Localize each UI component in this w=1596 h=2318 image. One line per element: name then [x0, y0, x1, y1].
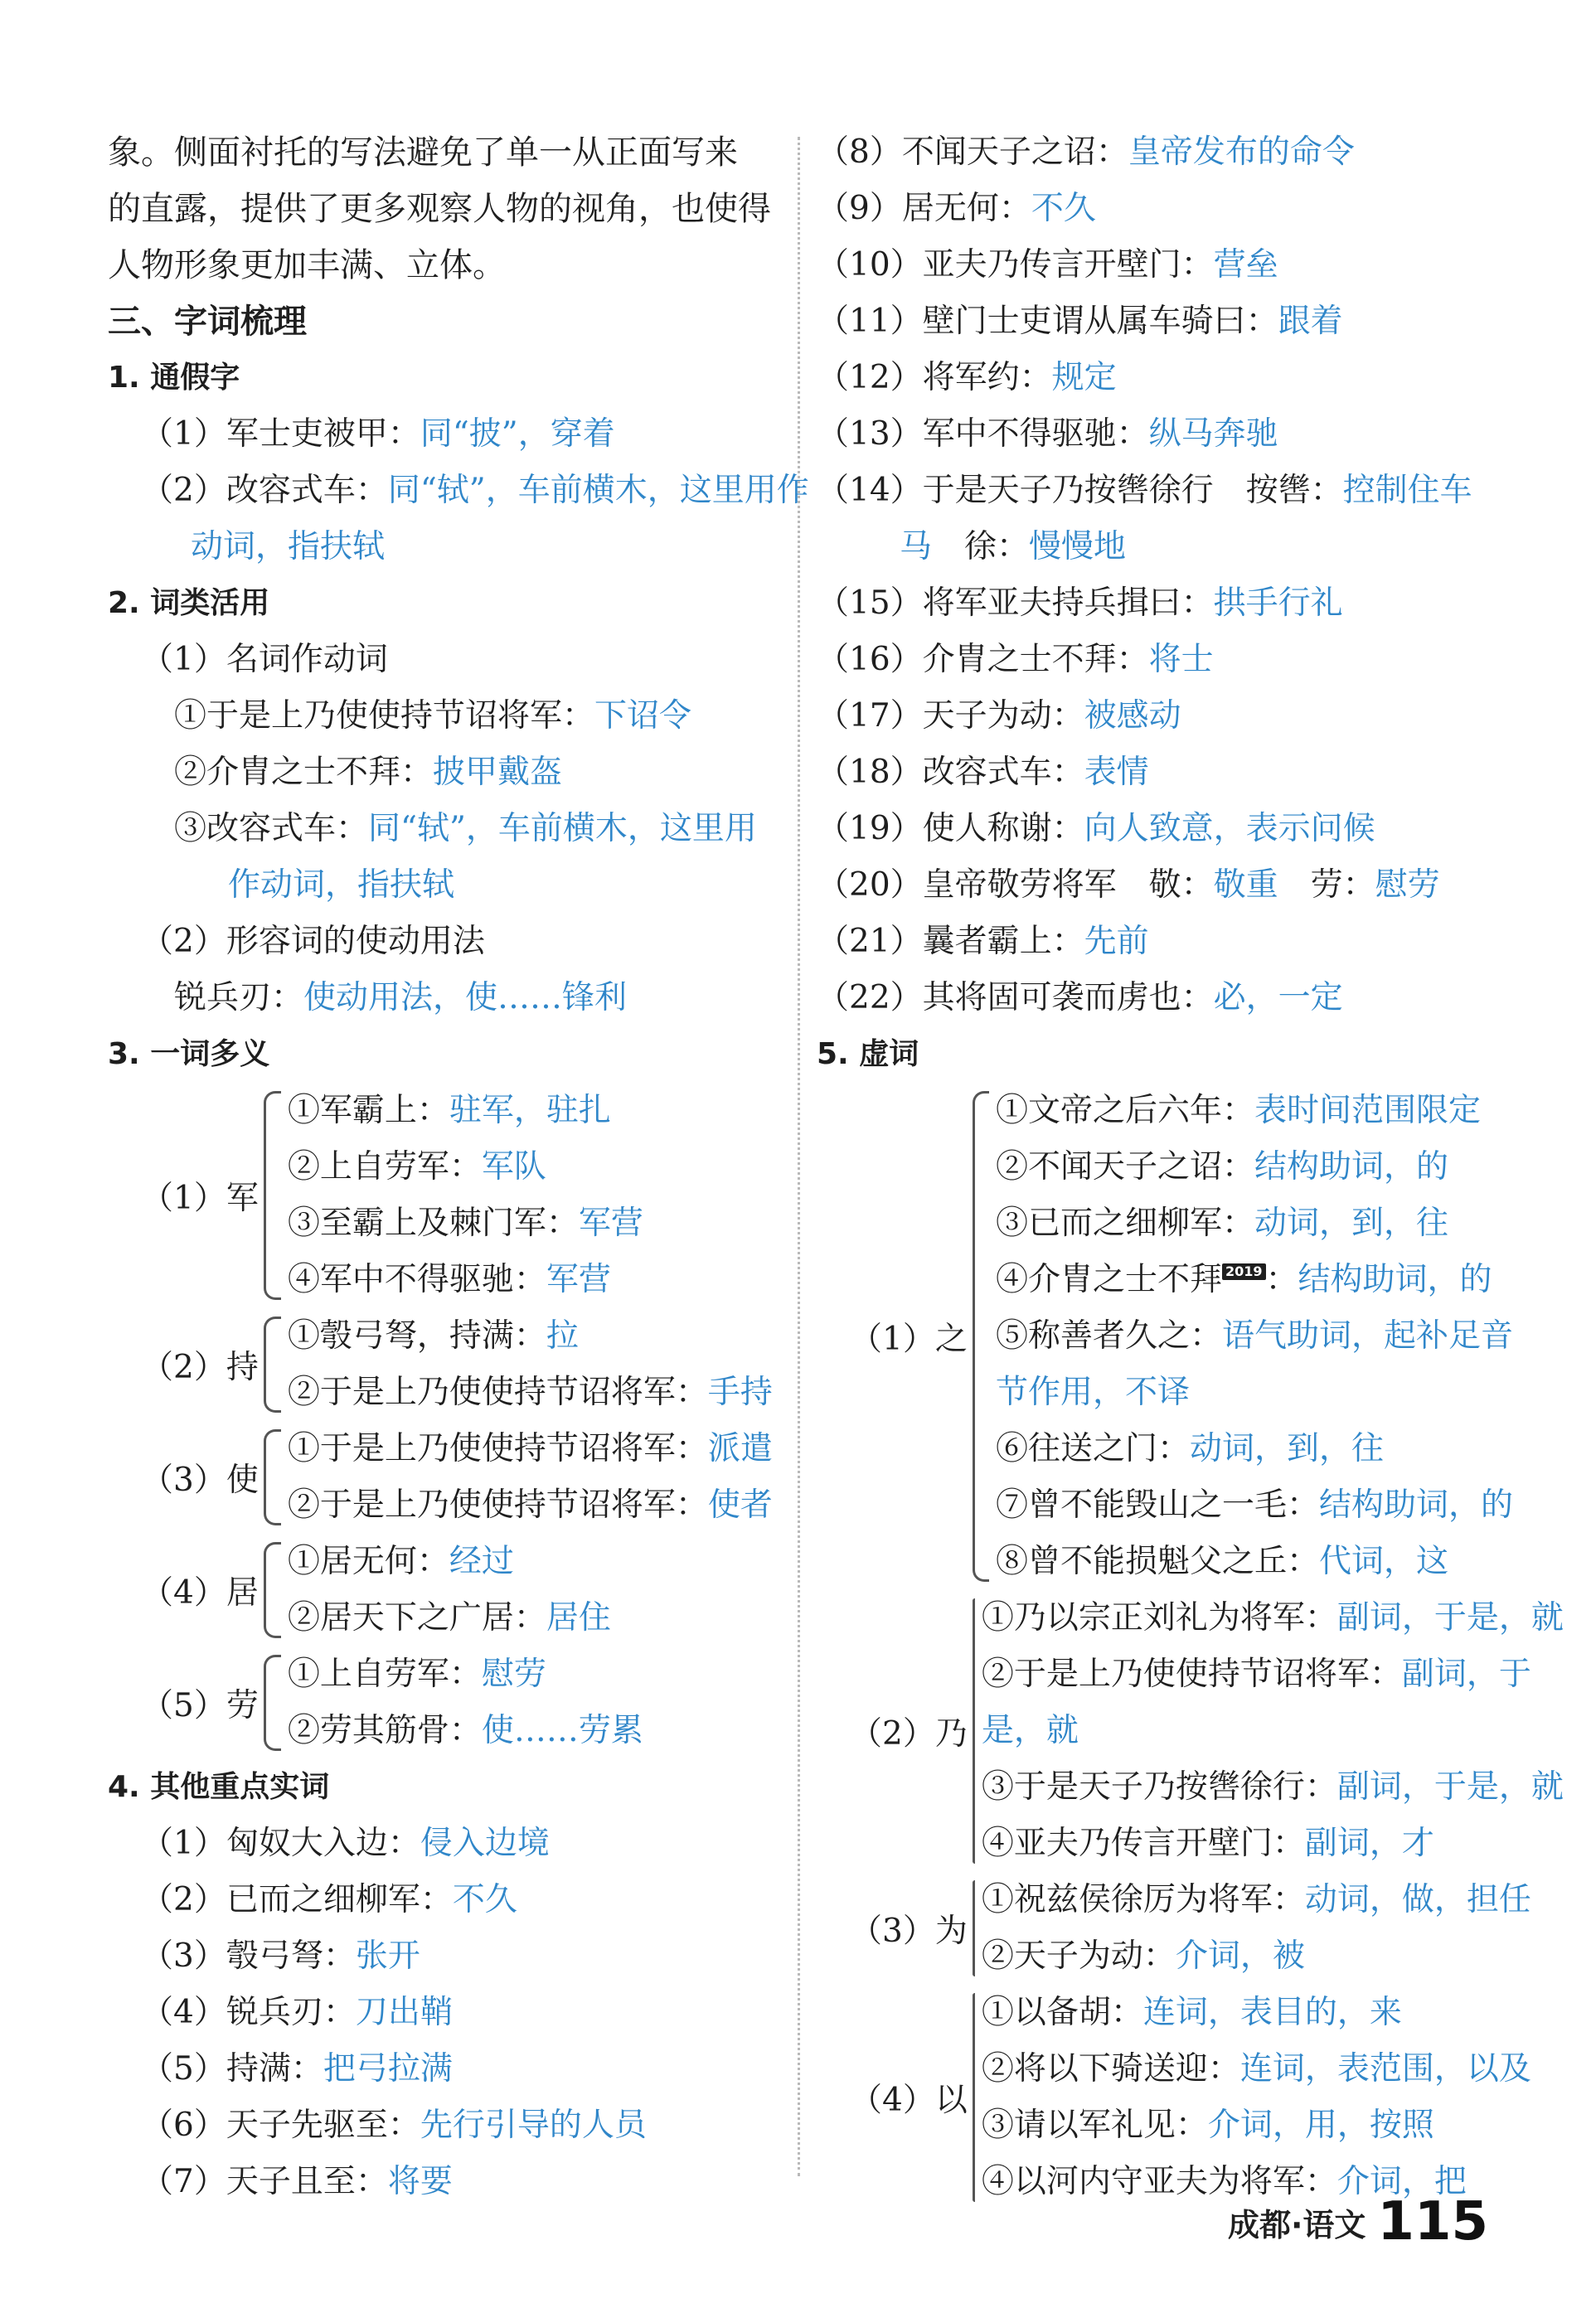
group-label: （1）之 [850, 1321, 968, 1358]
tongjiazi-item-cont: 动词，指扶轼 [191, 528, 386, 565]
brace [264, 1317, 281, 1413]
xuci-group [817, 1590, 1564, 1872]
page-footer [1228, 2189, 1488, 2255]
shici-item-cont: 马 徐：慢慢地 [900, 528, 1127, 565]
group-item: ①乃以宗正刘礼为将军：副词，于是，就 [981, 1599, 1564, 1637]
group-label: （4）以 [850, 2082, 968, 2119]
shici-item: （9）居无何：不久 [817, 190, 1096, 227]
brace [973, 1993, 975, 2202]
shici-item: （1）匈奴大入边：侵入边境 [141, 1825, 550, 1862]
group-item: ⑧曾不能损魁父之丘：代词，这 [995, 1543, 1448, 1580]
group-item: ②于是上乃使使持节诏将军：手持 [287, 1374, 773, 1411]
left-column [108, 124, 809, 2210]
page-number: 115 [1377, 2191, 1488, 2253]
brace [264, 1429, 281, 1525]
group-item: ③已而之细柳军：动词，到，往 [995, 1205, 1448, 1242]
xuci-title: 5. 虚词 [817, 1037, 919, 1071]
shici-item: （7）天子且至：将要 [141, 2163, 453, 2200]
tongjiazi-item: （2）改容式车：同“轼”，车前横木，这里用作 [141, 472, 809, 509]
cilei-sub-title: （2）形容词的使动用法 [141, 923, 485, 960]
tongjiazi-item: （1）军士吏被甲：同“披”，穿着 [141, 415, 615, 453]
group-item: ①居无何：经过 [287, 1543, 514, 1580]
column-divider [798, 137, 800, 2176]
group-item-cont: 节作用，不译 [995, 1374, 1190, 1411]
shici-item: （13）军中不得驱驰：纵马奔驰 [817, 415, 1278, 453]
right-column [817, 124, 1564, 2210]
shici-item: （14）于是天子乃按辔徐行 按辔：控制住车 [817, 472, 1472, 509]
group-item: ②于是上乃使使持节诏将军：使者 [287, 1486, 773, 1524]
group-item: ①祝兹侯徐厉为将军：动词，做，担任 [981, 1881, 1531, 1918]
shici-title: 4. 其他重点实词 [108, 1770, 330, 1804]
shici-item: （12）将军约：规定 [817, 359, 1117, 396]
group-item: ①上自劳军：慰劳 [287, 1656, 546, 1693]
group-label: （4）居 [141, 1574, 259, 1612]
shici-item: （5）持满：把弓拉满 [141, 2050, 453, 2088]
group-item: ①彀弓弩，持满：拉 [287, 1317, 579, 1355]
shici-item: （18）改容式车：表情 [817, 754, 1149, 791]
exam-year-badge: 2019 [1222, 1263, 1266, 1280]
group-item: ①军霸上：驻军，驻扎 [287, 1092, 611, 1129]
group-label: （2）乃 [850, 1715, 968, 1753]
yiciduoyi-group [108, 1421, 788, 1534]
yiciduoyi-group [108, 1308, 788, 1421]
shici-item: （4）锐兵刃：刀出鞘 [141, 1994, 453, 2031]
shici-item: （20）皇帝敬劳将军 敬：敬重 劳：慰劳 [817, 866, 1440, 904]
brace [264, 1091, 281, 1300]
shici-item: （11）壁门士吏谓从属车骑曰：跟着 [817, 303, 1343, 340]
shici-item: （22）其将固可袭而虏也：必，一定 [817, 979, 1343, 1016]
shici-item: （16）介胄之士不拜：将士 [817, 641, 1214, 678]
group-item: ②居天下之广居：居住 [287, 1599, 611, 1637]
shici-item: （17）天子为动：被感动 [817, 697, 1181, 735]
cilei-title: 2. 词类活用 [108, 586, 270, 620]
group-item: ⑥往送之门：动词，到，往 [995, 1430, 1384, 1467]
brace [973, 1880, 975, 1976]
section-title: 三、字词梳理 [108, 303, 307, 341]
group-label: （5）劳 [141, 1687, 259, 1724]
brace [973, 1598, 975, 1864]
yiciduoyi-title: 3. 一词多义 [108, 1037, 270, 1071]
group-label: （1）军 [141, 1180, 259, 1217]
intro-line: 的直露，提供了更多观察人物的视角，也使得 [108, 190, 771, 228]
group-item: ③请以军礼见：介词，用，按照 [981, 2107, 1434, 2144]
shici-item: （8）不闻天子之诏：皇帝发布的命令 [817, 133, 1355, 171]
group-label: （3）为 [850, 1913, 968, 1950]
cilei-sub-title: （1）名词作动词 [141, 641, 388, 678]
cilei-item: ③改容式车：同“轼”，车前横木，这里用 [174, 810, 757, 847]
shici-item: （10）亚夫乃传言开壁门：营垒 [817, 246, 1278, 284]
group-item: ④以河内守亚夫为将军：介词，把 [981, 2163, 1467, 2200]
group-item: ②不闻天子之诏：结构助词，的 [995, 1148, 1448, 1186]
group-item: ①于是上乃使使持节诏将军：派遣 [287, 1430, 773, 1467]
shici-item: （6）天子先驱至：先行引导的人员 [141, 2107, 647, 2144]
cilei-item: ①于是上乃使使持节诏将军：下诏令 [174, 697, 692, 735]
footer-label: 成都·语文 [1227, 2206, 1366, 2243]
cilei-item: 锐兵刃：使动用法，使……锋利 [174, 979, 628, 1016]
group-label: （2）持 [141, 1349, 259, 1386]
xuci-group [817, 1985, 1531, 2210]
shici-item: （2）已而之细柳军：不久 [141, 1881, 517, 1918]
shici-item: （19）使人称谢：向人致意，表示问候 [817, 810, 1375, 847]
group-item: ②上自劳军：军队 [287, 1148, 546, 1186]
tongjiazi-title: 1. 通假字 [108, 361, 240, 395]
yiciduoyi-group [108, 1646, 788, 1759]
brace [264, 1655, 281, 1751]
group-item: ②将以下骑送迎：连词，表范围，以及 [981, 2050, 1531, 2088]
group-item: ③于是天子乃按辔徐行：副词，于是，就 [981, 1768, 1564, 1806]
group-item: ①文帝之后六年：表时间范围限定 [995, 1092, 1481, 1129]
xuci-group [817, 1872, 1531, 1985]
group-item: ③至霸上及棘门军：军营 [287, 1205, 643, 1242]
group-item: ④军中不得驱驰：军营 [287, 1261, 611, 1298]
group-label: （3）使 [141, 1462, 259, 1499]
yiciduoyi-group [108, 1534, 788, 1646]
group-item: ①以备胡：连词，表目的，来 [981, 1994, 1402, 2031]
group-item: ②于是上乃使使持节诏将军：副词，于 [981, 1656, 1531, 1693]
shici-item: （3）彀弓弩：张开 [141, 1937, 420, 1975]
group-item: ②天子为动：介词，被 [981, 1937, 1305, 1975]
group-item: ⑦曾不能毁山之一毛：结构助词，的 [995, 1486, 1513, 1524]
group-item-cont: 是，就 [981, 1712, 1079, 1749]
brace [973, 1091, 989, 1582]
xuci-group [817, 1083, 1513, 1590]
group-item: ⑤称善者久之：语气助词，起补足音 [995, 1317, 1513, 1355]
shici-item: （21）曩者霸上：先前 [817, 923, 1149, 960]
shici-item: （15）将军亚夫持兵揖曰：拱手行礼 [817, 584, 1343, 622]
intro-line: 人物形象更加丰满、立体。 [108, 246, 506, 284]
group-item: ④亚夫乃传言开壁门：副词，才 [981, 1825, 1434, 1862]
brace [264, 1542, 281, 1638]
group-item: ④介胄之士不拜 2019 ：结构助词，的 [995, 1261, 1492, 1298]
cilei-item: ②介胄之士不拜：披甲戴盔 [174, 754, 563, 791]
cilei-item-cont: 作动词，指扶轼 [228, 866, 455, 904]
yiciduoyi-group [108, 1083, 788, 1308]
intro-line: 象。侧面衬托的写法避免了单一从正面写来 [108, 133, 738, 172]
group-item: ②劳其筋骨：使……劳累 [287, 1712, 643, 1749]
